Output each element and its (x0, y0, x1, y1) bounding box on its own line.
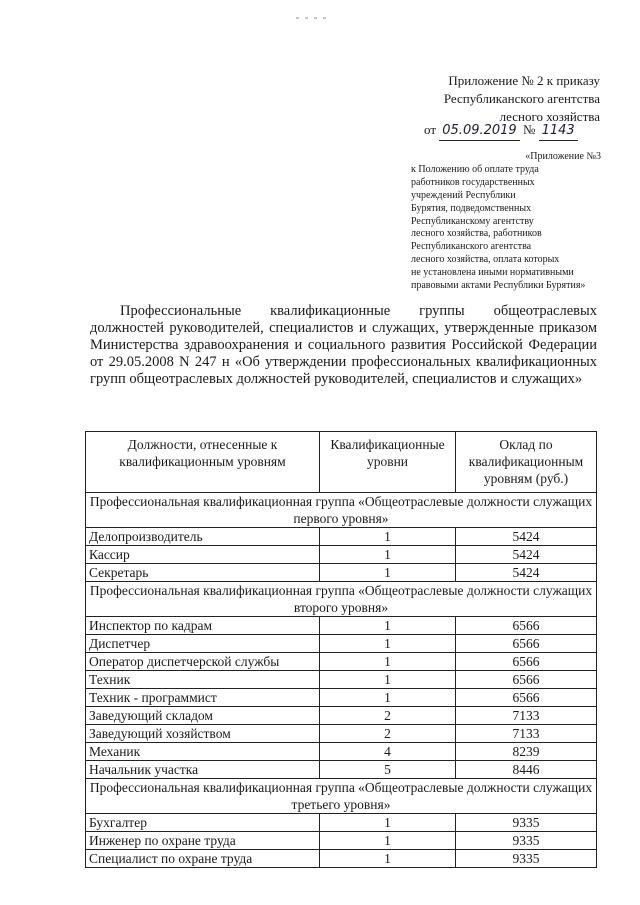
cell-level: 2 (320, 707, 456, 725)
appendix-header (400, 72, 600, 126)
cell-position: Заведующий складом (86, 707, 320, 725)
cell-position: Диспетчер (86, 635, 320, 653)
appendix-line: лесного хозяйства (499, 109, 600, 124)
cell-level: 1 (320, 546, 456, 564)
cell-salary: 5424 (456, 564, 597, 582)
cell-salary: 8239 (456, 743, 597, 761)
order-number: 1143 (539, 122, 578, 141)
cell-salary: 5424 (456, 528, 597, 546)
table-row (86, 546, 597, 564)
table-row (86, 850, 597, 868)
cell-salary: 9335 (456, 850, 597, 868)
table-row (86, 814, 597, 832)
table-body (86, 493, 597, 868)
cell-level: 1 (320, 635, 456, 653)
qualification-table (85, 431, 597, 868)
date-prefix: от (424, 122, 437, 137)
cell-position: Механик (86, 743, 320, 761)
header-salary: Оклад по квалификационным уровням (руб.) (456, 432, 597, 493)
cell-position: Техник - программист (86, 689, 320, 707)
table-row (86, 617, 597, 635)
regulation-line: к Положению об оплате труда (411, 163, 539, 175)
cell-position: Заведующий хозяйством (86, 725, 320, 743)
scan-artifact (296, 6, 340, 12)
cell-position: Начальник участка (86, 761, 320, 779)
cell-level: 1 (320, 564, 456, 582)
cell-position: Оператор диспетчерской службы (86, 653, 320, 671)
regulation-line: не установлена иными нормативными (411, 267, 574, 279)
regulation-line: правовыми актами Республики Бурятия» (411, 280, 586, 292)
cell-level: 2 (320, 725, 456, 743)
order-date-number (424, 121, 614, 141)
regulation-line: Бурятия, подведомственных (411, 202, 532, 214)
regulation-line: учреждений Республики (411, 189, 516, 201)
cell-position: Инспектор по кадрам (86, 617, 320, 635)
header-position: Должности, отнесенные к квалификационным уровням (86, 432, 320, 493)
group-title: Профессиональная квалификационная группа «Общеотраслевые должности служащих третьего уровня» (86, 779, 597, 814)
regulation-line: лесного хозяйства, работников (411, 228, 542, 240)
cell-level: 1 (320, 671, 456, 689)
table-row (86, 671, 597, 689)
table-row (86, 707, 597, 725)
document-title (90, 303, 597, 388)
regulation-line: «Приложение №3 (525, 151, 601, 162)
cell-salary: 8446 (456, 761, 597, 779)
cell-salary: 9335 (456, 832, 597, 850)
cell-level: 1 (320, 689, 456, 707)
cell-position: Делопроизводитель (86, 528, 320, 546)
cell-level: 1 (320, 832, 456, 850)
order-date: 05.09.2019 (439, 122, 519, 141)
table-row (86, 564, 597, 582)
regulation-line: Республиканского агентства (411, 241, 532, 253)
group-header-row (86, 582, 597, 617)
number-sign: № (522, 122, 536, 137)
cell-level: 1 (320, 653, 456, 671)
cell-position: Инженер по охране труда (86, 832, 320, 850)
cell-level: 1 (320, 617, 456, 635)
table-row (86, 635, 597, 653)
table-row (86, 725, 597, 743)
appendix-line: Приложение № 2 к приказу (448, 73, 600, 88)
table-row (86, 528, 597, 546)
cell-salary: 6566 (456, 617, 597, 635)
cell-salary: 6566 (456, 689, 597, 707)
cell-salary: 7133 (456, 707, 597, 725)
group-header-row (86, 779, 597, 814)
cell-level: 1 (320, 814, 456, 832)
regulation-line: лесного хозяйства, оплата которых (411, 254, 560, 266)
cell-position: Секретарь (86, 564, 320, 582)
group-title: Профессиональная квалификационная группа «Общеотраслевые должности служащих первого уровня» (86, 493, 597, 528)
regulation-line: работников государственных (411, 176, 535, 188)
table-row (86, 761, 597, 779)
cell-level: 4 (320, 743, 456, 761)
cell-level: 1 (320, 850, 456, 868)
document-title-text: Профессиональные квалификационные группы общеотраслевых должностей руководителей, специалистов и служащих, утвержденные приказом Министерства здравоохранения и социального развития Российской Федерации от 29.05.2008 N 247 н «Об утверждении профессиональных квалификационных групп общеотраслевых должностей руководителей, специалистов и служащих» (90, 303, 597, 387)
cell-level: 5 (320, 761, 456, 779)
cell-salary: 9335 (456, 814, 597, 832)
cell-salary: 6566 (456, 635, 597, 653)
cell-salary: 6566 (456, 671, 597, 689)
cell-salary: 5424 (456, 546, 597, 564)
cell-position: Техник (86, 671, 320, 689)
table-row (86, 689, 597, 707)
header-level: Квалификационные уровни (320, 432, 456, 493)
table-row (86, 832, 597, 850)
group-title: Профессиональная квалификационная группа «Общеотраслевые должности служащих второго уровня» (86, 582, 597, 617)
cell-position: Кассир (86, 546, 320, 564)
group-header-row (86, 493, 597, 528)
cell-salary: 6566 (456, 653, 597, 671)
table-row (86, 653, 597, 671)
cell-salary: 7133 (456, 725, 597, 743)
table-header-row (86, 432, 597, 493)
table-row (86, 743, 597, 761)
cell-position: Специалист по охране труда (86, 850, 320, 868)
appendix-line: Республиканского агентства (443, 91, 600, 106)
regulation-reference (411, 151, 611, 293)
regulation-line: Республиканскому агентству (411, 215, 534, 227)
cell-level: 1 (320, 528, 456, 546)
cell-position: Бухгалтер (86, 814, 320, 832)
